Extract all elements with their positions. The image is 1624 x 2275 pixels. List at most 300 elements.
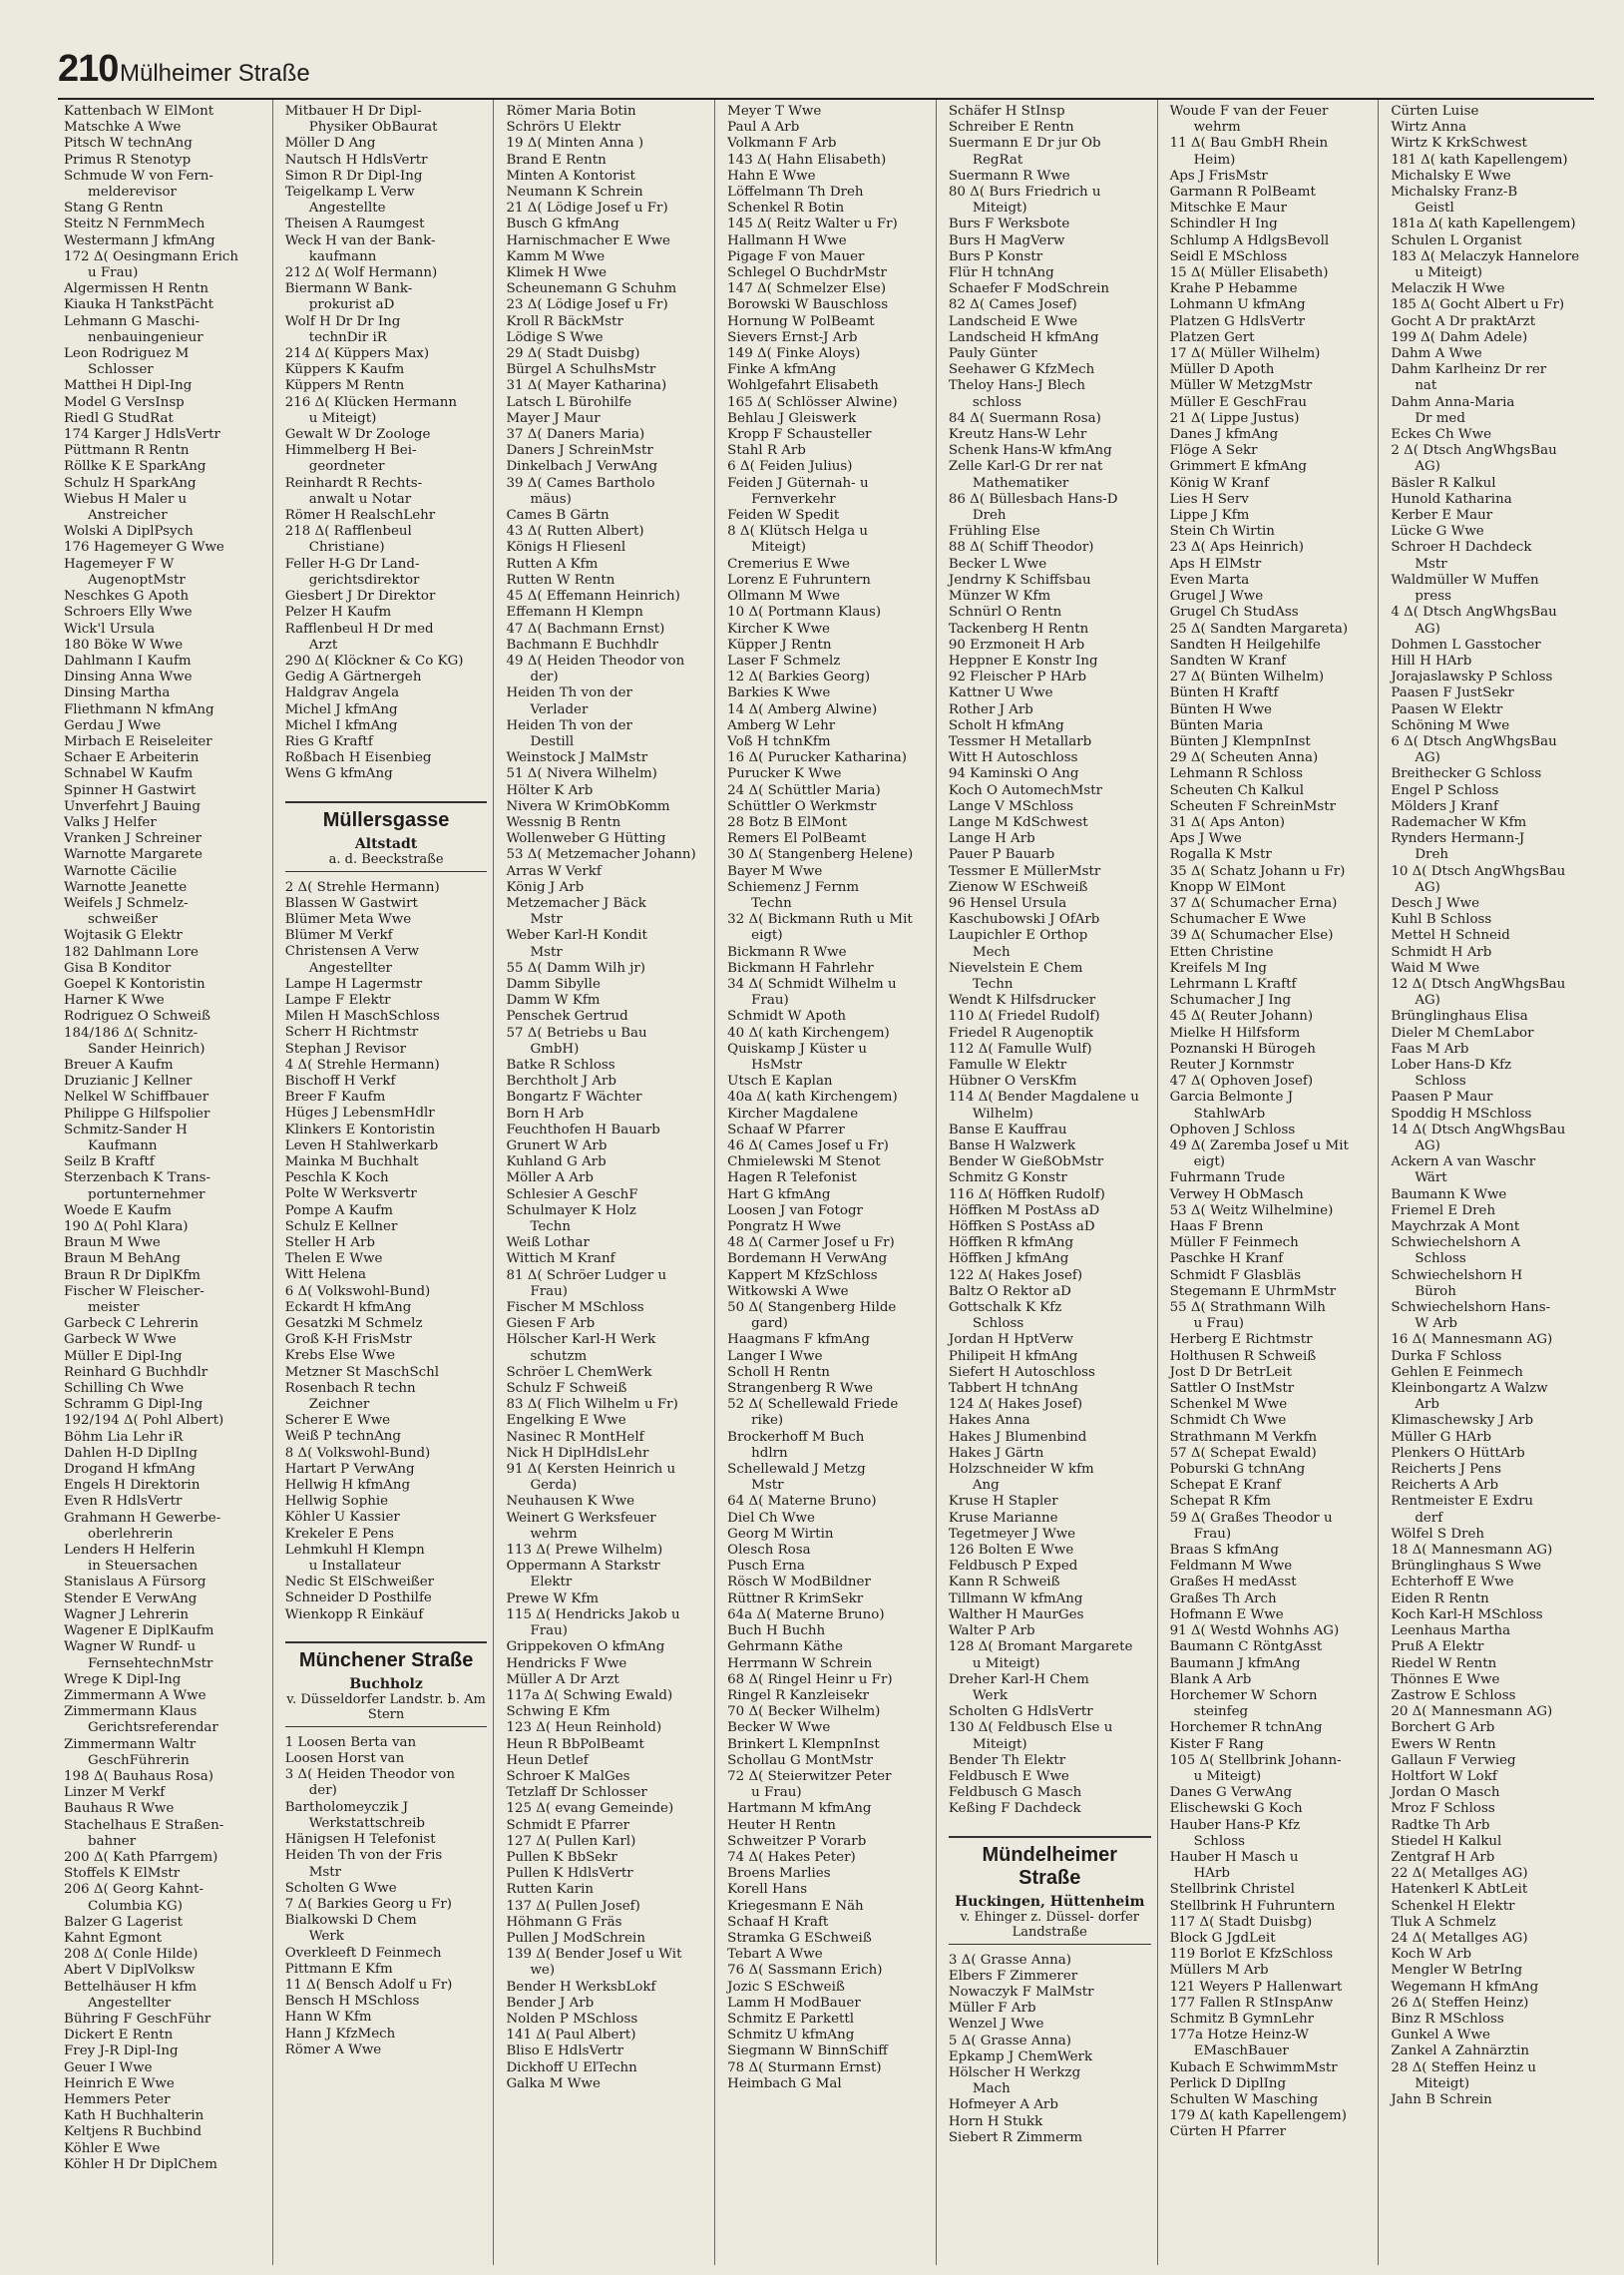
entry-continuation: Büroh: [1415, 1283, 1456, 1299]
directory-entry: 86 Δ( Büllesbach Hans-D: [948, 491, 1118, 507]
directory-entry: Püttmann R Rentn: [64, 443, 190, 459]
directory-entry: Kerber E Maur: [1391, 508, 1493, 524]
directory-entry: Hakes Anna: [948, 1413, 1030, 1429]
directory-entry: Durka F Schloss: [1391, 1348, 1502, 1364]
directory-entry: Woede E Kaufm: [64, 1202, 172, 1218]
directory-entry: 37 Δ( Schumacher Erna): [1169, 895, 1338, 911]
column-5: [936, 100, 1157, 2265]
directory-entry: 2 Δ( Strehle Hermann): [284, 879, 440, 895]
directory-entry: Römer Maria Botin: [506, 104, 636, 119]
directory-entry: 26 Δ( Steffen Heinz): [1391, 1995, 1529, 2011]
directory-entry: Knopp W ElMont: [1169, 879, 1286, 895]
directory-entry: Jendrny K Schiffsbau: [948, 572, 1091, 588]
directory-entry: Stephan J Revisor: [284, 1041, 407, 1057]
directory-entry: Tebart A Wwe: [727, 1947, 823, 1963]
directory-entry: 184/186 Δ( Schnitz-: [64, 1025, 199, 1041]
directory-entry: Etten Christine: [1169, 944, 1274, 960]
directory-entry: 180 Böke W Wwe: [64, 637, 184, 653]
directory-entry: Scherr H Richtmstr: [284, 1025, 419, 1041]
directory-entry: Bischoff H Verkf: [284, 1073, 396, 1089]
directory-entry: 31 Δ( Aps Anton): [1169, 814, 1285, 830]
entry-continuation: Verlader: [530, 701, 589, 717]
directory-entry: Kreifels M Ing: [1169, 960, 1267, 976]
directory-entry: Rutten A Kfm: [506, 556, 599, 572]
directory-entry: Neumann K Schrein: [506, 185, 643, 201]
directory-entry: Lorenz E Fuhruntern: [727, 572, 871, 588]
directory-entry: Leon Rodriguez M: [64, 346, 190, 362]
directory-entry: Scholl H Rentn: [727, 1364, 830, 1380]
directory-entry: Wagner J Lehrerin: [64, 1606, 190, 1622]
entry-continuation: Werkstattschreib: [308, 1815, 426, 1831]
entry-continuation: Schloss: [1415, 1074, 1466, 1090]
directory-entry: Hellwig Sophie: [284, 1494, 389, 1510]
directory-entry: Philipeit H kfmAng: [948, 1348, 1078, 1364]
directory-entry: Lenders H Helferin: [64, 1543, 196, 1559]
directory-entry: König W Kranf: [1169, 475, 1270, 491]
directory-entry: Platzen Gert: [1169, 329, 1255, 345]
directory-entry: Lange H Arb: [948, 831, 1035, 847]
directory-entry: Effemann H Klempn: [506, 605, 643, 621]
directory-entry: 47 Δ( Ophoven Josef): [1169, 1074, 1314, 1090]
directory-entry: Jorajaslawsky P Schloss: [1391, 670, 1553, 685]
directory-entry: Keßing F Dachdeck: [948, 1801, 1081, 1817]
directory-entry: 198 Δ( Bauhaus Rosa): [64, 1768, 213, 1784]
directory-entry: Hagen R Telefonist: [727, 1170, 857, 1186]
directory-entry: Stahl R Arb: [727, 443, 806, 459]
directory-entry: 35 Δ( Schatz Johann u Fr): [1169, 863, 1346, 879]
directory-entry: 37 Δ( Daners Maria): [506, 427, 645, 443]
directory-entry: 11 Δ( Bau GmbH Rhein: [1169, 136, 1329, 152]
directory-entry: Bäsler R Kalkul: [1391, 475, 1496, 491]
section-district: Buchholz: [349, 1675, 423, 1692]
directory-entry: 24 Δ( Schüttler Maria): [727, 782, 881, 798]
directory-entry: Heuter H Rentn: [727, 1817, 836, 1833]
directory-entry: Bliso E HdlsVertr: [506, 2044, 624, 2059]
directory-entry: Rogalla K Mstr: [1169, 847, 1272, 863]
directory-entry: Müller G HArb: [1391, 1429, 1492, 1445]
entry-continuation: schloss: [972, 394, 1021, 410]
directory-entry: Sattler O InstMstr: [1169, 1381, 1295, 1397]
directory-entry: Volkmann F Arb: [727, 136, 837, 152]
street-section-heading: [949, 1836, 1151, 1945]
directory-entry: Stang G Rentn: [64, 201, 164, 217]
directory-entry: 145 Δ( Reitz Walter u Fr): [727, 217, 898, 232]
directory-entry: Reinhardt R Rechts-: [284, 475, 423, 491]
directory-entry: Perlick D DiplIng: [1169, 2075, 1287, 2091]
entry-continuation: Mstr: [530, 944, 563, 960]
directory-entry: Frühling Else: [948, 524, 1040, 540]
directory-entry: Nick H DiplHdlsLehr: [506, 1445, 649, 1461]
directory-entry: 117 Δ( Stadt Duisbg): [1169, 1914, 1313, 1930]
entry-continuation: nat: [1415, 378, 1437, 394]
directory-entry: 125 Δ( evang Gemeinde): [506, 1801, 674, 1817]
directory-entry: Küppers M Rentn: [284, 378, 405, 394]
directory-entry: Valks J Helfer: [64, 814, 157, 830]
directory-entry: Bender H WerksbLokf: [506, 1979, 656, 1995]
directory-entry: 214 Δ( Küppers Max): [284, 346, 430, 362]
directory-entry: 7 Δ( Barkies Georg u Fr): [284, 1896, 453, 1912]
directory-entry: 64a Δ( Materne Bruno): [727, 1606, 885, 1622]
directory-entry: Schulmayer K Holz: [506, 1202, 636, 1218]
directory-entry: Buch H Buchh: [727, 1623, 826, 1639]
entry-continuation: GeschFührerin: [88, 1752, 190, 1768]
directory-entry: Köhler U Kassier: [284, 1510, 400, 1526]
directory-entry: Ollmann M Wwe: [727, 589, 841, 605]
entry-continuation: Frau): [530, 1283, 568, 1299]
directory-entry: Fliethmann N kfmAng: [64, 701, 214, 717]
directory-entry: Balzer G Lagerist: [64, 1914, 184, 1930]
directory-entry: 117a Δ( Schwing Ewald): [506, 1687, 673, 1703]
directory-entry: Höffken J kfmAng: [948, 1251, 1069, 1267]
directory-entry: Algermissen H Rentn: [64, 281, 208, 297]
directory-entry: Maychrzak A Mont: [1391, 1219, 1520, 1235]
directory-entry: Zankel A Zahnärztin: [1391, 2044, 1529, 2059]
directory-entry: Schrörs U Elektr: [506, 120, 621, 136]
directory-entry: Nelkel W Schiffbauer: [64, 1090, 209, 1106]
directory-entry: Tluk A Schmelz: [1391, 1914, 1496, 1930]
directory-entry: Thelen E Wwe: [284, 1251, 383, 1267]
directory-entry: Minten A Kontorist: [506, 168, 635, 184]
entry-continuation: u Frau): [1193, 1316, 1244, 1332]
entry-continuation: Angestellte: [308, 201, 386, 217]
directory-entry: 45 Δ( Effemann Heinrich): [506, 589, 680, 605]
directory-entry: 12 Δ( Barkies Georg): [727, 670, 871, 685]
directory-entry: Schweitzer P Vorarb: [727, 1833, 867, 1849]
directory-entry: 18 Δ( Mannesmann AG): [1391, 1543, 1553, 1559]
directory-entry: Daners J SchreinMstr: [506, 443, 653, 459]
directory-entry: Eckardt H kfmAng: [284, 1299, 412, 1315]
entry-continuation: prokurist aD: [308, 297, 395, 313]
directory-entry: Siegmann W BinnSchiff: [727, 2044, 888, 2059]
directory-entry: Amberg W Lehr: [727, 717, 836, 733]
directory-entry: Kuhland G Arb: [506, 1154, 607, 1170]
directory-entry: Eckes Ch Wwe: [1391, 427, 1492, 443]
entry-continuation: eigt): [751, 928, 783, 944]
directory-entry: Chmielewski M Stenot: [727, 1154, 881, 1170]
directory-entry: Christensen A Verw: [284, 944, 419, 960]
directory-entry: Suermann E Dr jur Ob: [948, 136, 1101, 152]
entry-continuation: Frau): [1193, 1526, 1232, 1542]
directory-entry: Hill H HArb: [1391, 653, 1472, 669]
directory-entry: Dahlen H-D DiplIng: [64, 1445, 198, 1461]
directory-entry: Busch G kfmAng: [506, 217, 619, 232]
directory-entry: 113 Δ( Prewe Wilhelm): [506, 1543, 663, 1559]
entry-continuation: AG): [1415, 1138, 1440, 1153]
entry-continuation: derf: [1415, 1510, 1443, 1526]
entry-continuation: press: [1415, 589, 1451, 605]
directory-entry: Schmidt W Apoth: [727, 1009, 846, 1025]
directory-entry: Desch J Wwe: [1391, 895, 1479, 911]
section-district: Huckingen, Hüttenheim: [955, 1893, 1145, 1910]
directory-entry: Zimmermann Klaus: [64, 1704, 198, 1720]
directory-entry: Garcia Belmonte J: [1169, 1090, 1294, 1106]
directory-entry: Kath H Buchhalterin: [64, 2108, 204, 2124]
entry-continuation: Mstr: [1415, 556, 1447, 572]
directory-entry: Hallmann H Wwe: [727, 232, 847, 248]
directory-entry: Hauber Hans-P Kfz: [1169, 1817, 1300, 1833]
directory-entry: Giesbert J Dr Direktor: [284, 589, 436, 605]
directory-entry: Hartmann M kfmAng: [727, 1801, 872, 1817]
directory-entry: Höffken S PostAss aD: [948, 1219, 1095, 1235]
directory-entry: Georg M Wirtin: [727, 1526, 834, 1542]
directory-entry: Damm Sibylle: [506, 976, 601, 992]
entry-continuation: Schloss: [1193, 1833, 1245, 1849]
directory-entry: Engelking E Wwe: [506, 1413, 626, 1429]
directory-entry: König J Arb: [506, 879, 585, 895]
directory-entry: 179 Δ( kath Kapellengem): [1169, 2108, 1347, 2124]
directory-entry: Dieler M ChemLabor: [1391, 1025, 1534, 1041]
directory-entry: 4 Δ( Dtsch AngWhgsBau: [1391, 605, 1557, 621]
directory-entry: Paschke H Kranf: [1169, 1251, 1284, 1267]
directory-entry: Kircher Magdalene: [727, 1106, 859, 1122]
directory-entry: Banse H Walzwerk: [948, 1138, 1076, 1153]
directory-entry: Steller H Arb: [284, 1235, 375, 1250]
directory-entry: Friemel E Dreh: [1391, 1202, 1496, 1218]
directory-entry: Keltjens R Buchbind: [64, 2124, 203, 2140]
directory-entry: Prewe W Kfm: [506, 1591, 600, 1606]
directory-entry: Breithecker G Schloss: [1391, 766, 1542, 782]
directory-entry: 21 Δ( Lödige Josef u Fr): [506, 201, 668, 217]
directory-entry: Stramka G ESchweiß: [727, 1930, 872, 1946]
directory-entry: Bickmann H Fahrlehr: [727, 960, 874, 976]
directory-entry: Garmann R PolBeamt: [1169, 185, 1316, 201]
directory-entry: 147 Δ( Schmelzer Else): [727, 281, 887, 297]
directory-entry: Schulz E Kellner: [284, 1218, 398, 1234]
directory-entry: Paasen P Maur: [1391, 1090, 1493, 1106]
directory-entry: 174 Karger J HdlsVertr: [64, 427, 220, 443]
directory-entry: Hölter K Arb: [506, 782, 594, 798]
directory-entry: Pigage F von Mauer: [727, 248, 865, 264]
entry-continuation: Mathematiker: [972, 475, 1069, 491]
directory-entry: Lehrmann L Kraftf: [1169, 976, 1297, 992]
directory-entry: Jordan O Masch: [1391, 1785, 1500, 1801]
directory-entry: 12 Δ( Dtsch AngWhgsBau: [1391, 976, 1566, 992]
entry-continuation: Angestellter: [88, 1995, 172, 2011]
entry-continuation: der): [308, 1783, 337, 1799]
directory-entry: Schenkel H Elektr: [1391, 1898, 1515, 1914]
directory-entry: 177a Hotze Heinz-W: [1169, 2028, 1309, 2044]
directory-entry: Schroer K MalGes: [506, 1768, 630, 1784]
directory-entry: Münzer W Kfm: [948, 589, 1051, 605]
directory-entry: Schmude W von Fern-: [64, 168, 213, 184]
directory-entry: 8 Δ( Klütsch Helga u: [727, 524, 868, 540]
directory-entry: Tetzlaff Dr Schlosser: [506, 1785, 647, 1801]
entry-continuation: Miteigt): [1415, 2075, 1470, 2091]
directory-entry: Lange V MSchloss: [948, 798, 1074, 814]
directory-entry: Baumann K Wwe: [1391, 1186, 1507, 1202]
directory-entry: 116 Δ( Höffken Rudolf): [948, 1186, 1105, 1202]
directory-entry: Müllers M Arb: [1169, 1963, 1269, 1979]
entry-continuation: Destill: [530, 733, 575, 749]
directory-entry: Müller E Dipl-Ing: [64, 1348, 183, 1364]
directory-entry: 208 Δ( Conle Hilde): [64, 1947, 199, 1963]
directory-entry: Dahlmann I Kaufm: [64, 653, 192, 669]
directory-entry: Paul A Arb: [727, 120, 800, 136]
directory-entry: 14 Δ( Dtsch AngWhgsBau: [1391, 1122, 1566, 1138]
directory-entry: Feller H-G Dr Land-: [284, 556, 420, 572]
directory-columns: [58, 100, 1599, 2265]
directory-entry: Rafflenbeul H Dr med: [284, 621, 434, 637]
directory-entry: Kubach E SchwimmMstr: [1169, 2059, 1338, 2075]
directory-entry: 94 Kaminski O Ang: [948, 766, 1079, 782]
column-2: [272, 100, 494, 2265]
directory-entry: Schüttler O Werkmstr: [727, 798, 877, 814]
entry-continuation: Werk: [308, 1929, 344, 1945]
directory-entry: 49 Δ( Zaremba Josef u Mit: [1169, 1138, 1349, 1153]
directory-entry: Hatenkerl K AbtLeit: [1391, 1882, 1528, 1898]
directory-entry: 34 Δ( Schmidt Wilhelm u: [727, 976, 897, 992]
directory-entry: Schilling Ch Wwe: [64, 1381, 185, 1397]
directory-entry: 76 Δ( Sassmann Erich): [727, 1963, 883, 1979]
directory-entry: 11 Δ( Bensch Adolf u Fr): [284, 1977, 453, 1993]
entry-continuation: Frau): [751, 993, 789, 1009]
directory-entry: 110 Δ( Friedel Rudolf): [948, 1009, 1100, 1025]
directory-entry: Kuhl B Schloss: [1391, 912, 1492, 928]
directory-entry: Feuchthofen H Bauarb: [506, 1122, 660, 1138]
directory-entry: Feldbusch E Wwe: [948, 1768, 1069, 1784]
directory-entry: Mroz F Schloss: [1391, 1801, 1495, 1817]
directory-entry: Landscheid H kfmAng: [948, 329, 1099, 345]
directory-entry: Platzen G HdlsVertr: [1169, 313, 1306, 329]
directory-entry: Bünten Maria: [1169, 717, 1264, 733]
directory-entry: Mölders J Kranf: [1391, 798, 1498, 814]
entry-continuation: W Arb: [1415, 1316, 1457, 1332]
directory-entry: 172 Δ( Oesingmann Erich: [64, 248, 238, 264]
directory-entry: Blümer Meta Wwe: [284, 911, 412, 927]
column-3: [493, 100, 714, 2265]
directory-entry: Laser F Schmelz: [727, 653, 841, 669]
entry-continuation: melderevisor: [88, 185, 177, 201]
directory-entry: Pullen K BbSekr: [506, 1849, 617, 1865]
directory-entry: Sandten W Kranf: [1169, 653, 1287, 669]
directory-entry: Mielke H Hilfsform: [1169, 1025, 1301, 1041]
directory-entry: Damm W Kfm: [506, 993, 601, 1009]
directory-entry: 6 Δ( Feiden Julius): [727, 459, 853, 475]
directory-entry: 5 Δ( Grasse Anna): [948, 2033, 1071, 2048]
entry-continuation: Elektr: [530, 1575, 573, 1591]
directory-entry: Thönnes E Wwe: [1391, 1671, 1500, 1687]
directory-entry: 83 Δ( Flich Wilhelm u Fr): [506, 1397, 678, 1413]
directory-entry: Sterzenbach K Trans-: [64, 1170, 211, 1186]
directory-entry: Holthusen R Schweiß: [1169, 1348, 1317, 1364]
directory-entry: 192/194 Δ( Pohl Albert): [64, 1413, 224, 1429]
directory-entry: Schwiechelshorn H: [1391, 1267, 1523, 1283]
directory-entry: Nievelstein E Chem: [948, 960, 1083, 976]
entry-continuation: rike): [751, 1413, 784, 1429]
directory-entry: 139 Δ( Bender Josef u Wit: [506, 1947, 682, 1963]
directory-entry: Fischer W Fleischer-: [64, 1283, 204, 1299]
directory-entry: Mitbauer H Dr Dipl-: [284, 104, 422, 119]
directory-entry: Hölscher Karl-H Werk: [506, 1332, 656, 1348]
directory-entry: Groß K-H FrisMstr: [284, 1332, 412, 1348]
directory-entry: 130 Δ( Feldbusch Else u: [948, 1720, 1113, 1736]
directory-entry: Loosen J van Fotogr: [727, 1202, 863, 1218]
directory-entry: Goepel K Kontoristin: [64, 976, 205, 992]
directory-entry: Purucker K Wwe: [727, 766, 842, 782]
directory-entry: Baumann C RöntgAsst: [1169, 1639, 1323, 1655]
directory-entry: 181a Δ( kath Kapellengem): [1391, 217, 1576, 232]
directory-entry: 39 Δ( Schumacher Else): [1169, 928, 1334, 944]
directory-entry: Pruß A Elektr: [1391, 1639, 1484, 1655]
directory-entry: Heiden Th von der: [506, 717, 632, 733]
directory-entry: 45 Δ( Reuter Johann): [1169, 1009, 1314, 1025]
directory-entry: Ewers W Rentn: [1391, 1736, 1496, 1752]
directory-entry: Schroer H Dachdeck: [1391, 540, 1532, 556]
directory-entry: Harnischmacher E Wwe: [506, 232, 670, 248]
directory-entry: 51 Δ( Nivera Wilhelm): [506, 766, 657, 782]
directory-entry: Plenkers O HüttArb: [1391, 1445, 1525, 1461]
directory-entry: Diel Ch Wwe: [727, 1510, 815, 1526]
directory-entry: Danes J kfmAng: [1169, 427, 1279, 443]
directory-entry: Schindler H Ing: [1169, 217, 1278, 232]
directory-entry: Hornung W PolBeamt: [727, 313, 875, 329]
directory-entry: Steitz N FernmMech: [64, 217, 205, 232]
directory-entry: Spoddig H MSchloss: [1391, 1106, 1532, 1122]
column-1: [58, 100, 272, 2265]
directory-entry: Dahm Karlheinz Dr rer: [1391, 362, 1547, 378]
entry-continuation: AG): [1415, 621, 1440, 637]
directory-entry: 23 Δ( Aps Heinrich): [1169, 540, 1304, 556]
directory-entry: Schmitz E Parkettl: [727, 2011, 855, 2027]
entry-continuation: u Miteigt): [308, 410, 377, 426]
directory-entry: 92 Fleischer P HArb: [948, 670, 1087, 685]
directory-entry: Schnabel W Kaufm: [64, 766, 194, 782]
directory-entry: Tessmer E MüllerMstr: [948, 863, 1101, 879]
directory-entry: Schulz F Schweiß: [506, 1381, 627, 1397]
directory-entry: Schumacher J Ing: [1169, 993, 1292, 1009]
directory-entry: Roßbach H Eisenbieg: [284, 750, 432, 766]
directory-entry: Gewalt W Dr Zoologe: [284, 427, 431, 443]
directory-entry: Finke A kfmAng: [727, 362, 837, 378]
directory-entry: Waldmüller W Muffen: [1391, 572, 1539, 588]
directory-entry: Bürgel A SchulhsMstr: [506, 362, 656, 378]
directory-entry: Teigelkamp L Verw: [284, 185, 415, 201]
directory-entry: Herberg E Richtmstr: [1169, 1332, 1313, 1348]
directory-entry: Dinkelbach J VerwAng: [506, 459, 658, 475]
directory-entry: 6 Δ( Volkswohl-Bund): [284, 1283, 431, 1299]
street-title: Mülheimer Straße: [120, 60, 310, 87]
directory-entry: Wölfel S Dreh: [1391, 1526, 1485, 1542]
entry-continuation: Werk: [972, 1687, 1008, 1703]
directory-entry: Zastrow E Schloss: [1391, 1687, 1516, 1703]
entry-continuation: EMaschBauer: [1193, 2044, 1289, 2059]
directory-entry: Röllke K E SparkAng: [64, 459, 206, 475]
directory-entry: Becker W Wwe: [727, 1720, 831, 1736]
directory-entry: Berchtholt J Arb: [506, 1074, 616, 1090]
directory-entry: Theisen A Raumgest: [284, 217, 425, 232]
directory-entry: Loosen Horst van: [284, 1751, 405, 1767]
entry-continuation: gerichtsdirektor: [308, 572, 420, 588]
directory-entry: 28 Botz B ElMont: [727, 814, 847, 830]
directory-entry: 48 Δ( Carmer Josef u Fr): [727, 1235, 895, 1251]
directory-entry: Weifels J Schmelz-: [64, 895, 189, 911]
directory-entry: Polte W Werksvertr: [284, 1186, 417, 1202]
directory-entry: Wollenweber G Hütting: [506, 831, 666, 847]
directory-entry: Mettel H Schneid: [1391, 928, 1510, 944]
directory-entry: Scheuten Ch Kalkul: [1169, 782, 1305, 798]
directory-entry: Reicherts A Arb: [1391, 1478, 1499, 1494]
directory-entry: Kaschubowski J OfArb: [948, 912, 1100, 928]
directory-entry: Dickhoff U ElTechn: [506, 2059, 637, 2075]
entry-continuation: AG): [1415, 993, 1440, 1009]
directory-entry: Römer H RealschLehr: [284, 508, 436, 524]
directory-entry: 55 Δ( Strathmann Wilh: [1169, 1300, 1326, 1316]
entry-continuation: we): [530, 1963, 556, 1979]
directory-entry: Lehmann R Schloss: [1169, 766, 1303, 782]
directory-entry: Friedel R Augenoptik: [948, 1025, 1093, 1041]
entry-continuation: geordneter: [308, 459, 385, 475]
directory-entry: Möller A Arb: [506, 1170, 594, 1186]
